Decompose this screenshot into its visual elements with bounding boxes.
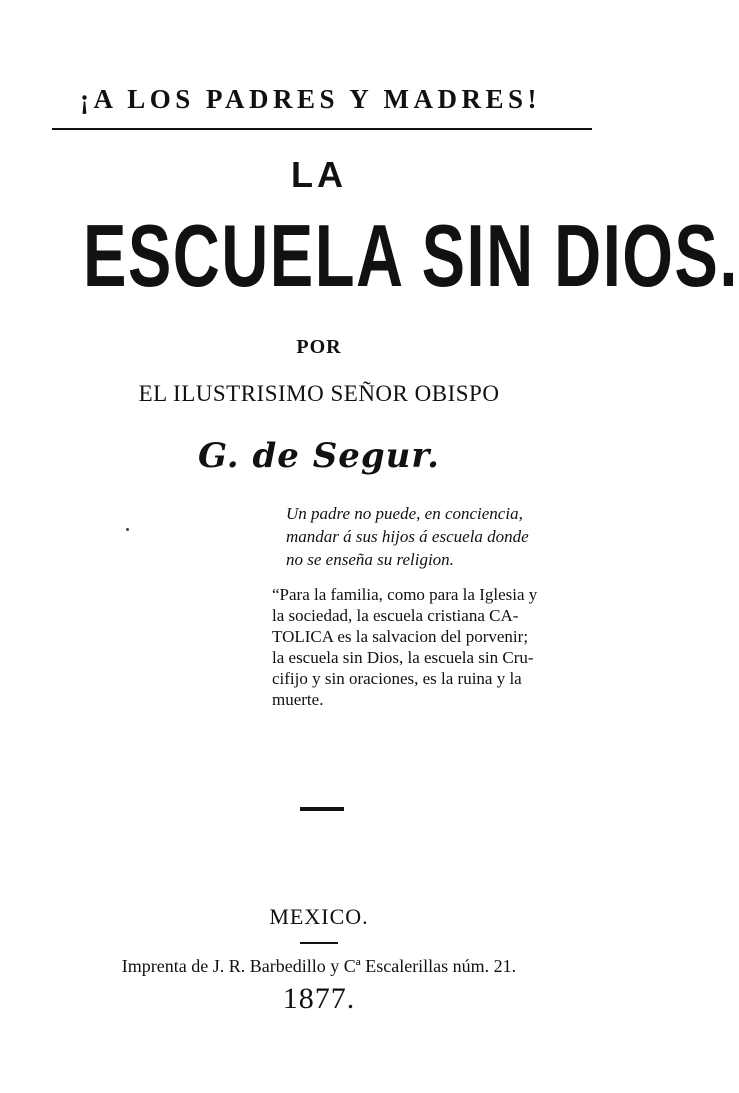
quote-line: cifijo y sin oraciones, es la ruina y la — [272, 669, 522, 688]
quote-line: la escuela sin Dios, la escuela sin Cru- — [272, 648, 534, 667]
quote-line: muerte. — [272, 690, 324, 709]
city-rule — [300, 942, 338, 944]
author-rank: EL ILUSTRISIMO SEÑOR OBISPO — [138, 381, 500, 406]
imprint-year: 1877. — [282, 982, 356, 1015]
title-article: LA — [291, 154, 347, 195]
main-title: ESCUELA SIN DIOS. — [82, 206, 739, 305]
speck — [126, 528, 129, 531]
header-rule — [52, 128, 592, 130]
author-name: G. de Segur. — [197, 436, 441, 476]
epigraph — [286, 502, 596, 571]
quote-line: “Para la familia, como para la Iglesia y — [272, 585, 538, 604]
por-label: POR — [296, 336, 342, 358]
imprint-city: MEXICO. — [269, 904, 369, 929]
imprint-printer: Imprenta de J. R. Barbedillo y Cª Escalerillas núm. 21. — [121, 956, 517, 976]
epigraph-line: Un padre no puede, en conciencia, — [286, 504, 523, 523]
quotation — [272, 584, 596, 710]
section-divider — [300, 807, 344, 811]
quote-line: la sociedad, la escuela cristiana CA- — [272, 606, 519, 625]
epigraph-line: mandar á sus hijos á escuela donde — [286, 527, 529, 546]
epigraph-line: no se enseña su religion. — [286, 550, 454, 569]
dedication-heading: ¡A LOS PADRES Y MADRES! — [80, 84, 542, 114]
quote-line: TOLICA es la salvacion del porvenir; — [272, 627, 529, 646]
